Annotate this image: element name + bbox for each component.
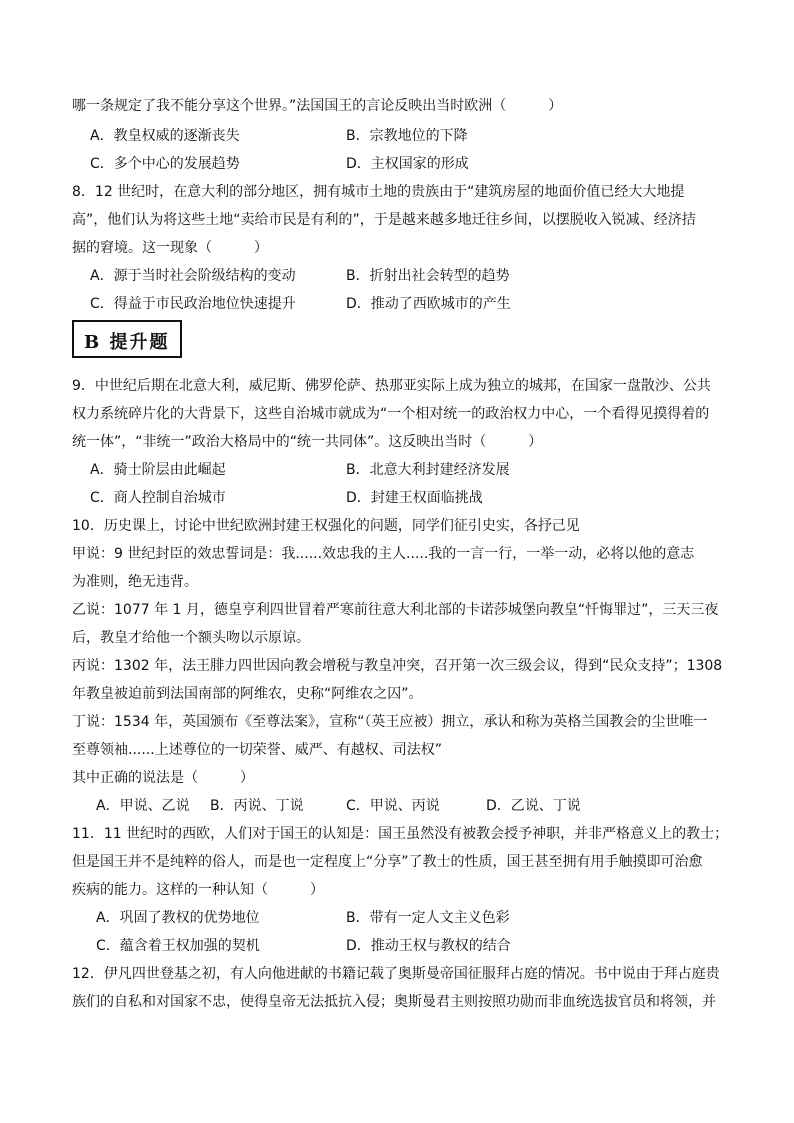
q10-option-a[interactable]: A．甲说、乙说 <box>96 798 190 814</box>
q9-stem-line1: 9．中世纪后期在北意大利，威尼斯、佛罗伦萨、热那亚实际上成为独立的城邦，在国家一盘散沙、公共 <box>72 378 711 394</box>
q10-ding-line2: 至尊领袖......上述尊位的一切荣誉、威严、有越权、司法权” <box>72 742 442 758</box>
q12-stem-line2: 族们的自私和对国家不忠，使得皇帝无法抵抗入侵；奥斯曼君主则按照功勋而非血统选拔官员和将领，并 <box>72 994 716 1010</box>
q7-option-d[interactable]: D．主权国家的形成 <box>346 156 469 172</box>
q10-bing-line1: 丙说：1302 年，法王腓力四世因向教会增税与教皇冲突，召开第一次三级会议，得到“民众支持”；1308 <box>72 658 723 674</box>
q10-yi-line2: 后，教皇才给他一个额头吻以示原谅。 <box>72 630 310 646</box>
q9-option-a[interactable]: A．骑士阶层由此崛起 <box>90 462 226 478</box>
q9-stem-line2: 权力系统碎片化的大背景下，这些自治城市就成为“一个相对统一的政治权力中心，一个看得见摸得着的 <box>72 406 710 422</box>
q8-option-c[interactable]: C．得益于市民政治地位快速提升 <box>90 296 296 312</box>
q9-option-c[interactable]: C．商人控制自治城市 <box>90 490 226 506</box>
q7-option-c[interactable]: C．多个中心的发展趋势 <box>90 156 240 172</box>
q8-stem-line2: 高”，他们认为将这些土地“卖给市民是有利的”，于是越来越多地迁往乡间，以摆脱收入锐减、经济拮 <box>72 212 696 228</box>
q10-jia-line1: 甲说：9 世纪封臣的效忠誓词是：我......效忠我的主人.....我的一言一行，一举一动，必将以他的意志 <box>72 546 695 562</box>
q11-option-d[interactable]: D．推动王权与教权的结合 <box>346 938 511 954</box>
q11-option-a[interactable]: A．巩固了教权的优势地位 <box>96 910 260 926</box>
q10-option-c[interactable]: C．甲说、丙说 <box>346 798 440 814</box>
q11-stem-line3: 疾病的能力。这样的一种认知（ ） <box>72 882 324 898</box>
q11-option-c[interactable]: C．蕴含着王权加强的契机 <box>96 938 260 954</box>
q9-option-b[interactable]: B．北意大利封建经济发展 <box>346 462 510 478</box>
q7-stem: 哪一条规定了我不能分享这个世界。”法国国王的言论反映出当时欧洲（ ） <box>72 98 563 114</box>
q11-option-b[interactable]: B．带有一定人文主义色彩 <box>346 910 510 926</box>
q10-yi-line1: 乙说：1077 年 1 月，德皇亨利四世冒着严寒前往意大利北部的卡诺莎城堡向教皇“忏悔罪过”，三天三夜 <box>72 602 719 618</box>
q10-ding-line1: 丁说：1534 年，英国颁布《至尊法案》，宣称“（英王应被）拥立，承认和称为英格兰国教会的尘世唯一 <box>72 714 708 730</box>
q10-option-b[interactable]: B．丙说、丁说 <box>210 798 304 814</box>
q8-option-d[interactable]: D．推动了西欧城市的产生 <box>346 296 511 312</box>
q8-option-a[interactable]: A．源于当时社会阶级结构的变动 <box>90 268 296 284</box>
section-b-label: B 提升题 <box>84 332 170 353</box>
q10-bing-line2: 年教皇被迫前到法国南部的阿维农，史称“阿维农之囚”。 <box>72 686 423 702</box>
q8-option-b[interactable]: B．折射出社会转型的趋势 <box>346 268 510 284</box>
q11-stem-line2: 但是国王并不是纯粹的俗人，而是也一定程度上“分享”了教士的性质，国王甚至拥有用手触摸即可治愈 <box>72 854 703 870</box>
q10-stem: 10．历史课上，讨论中世纪欧洲封建王权强化的问题，同学们征引史实，各抒己见 <box>72 518 580 534</box>
q10-jia-line2: 为准则，绝无违背。 <box>72 574 198 590</box>
q9-option-d[interactable]: D．封建王权面临挑战 <box>346 490 483 506</box>
q11-stem-line1: 11．11 世纪时的西欧，人们对于国王的认知是：国王虽然没有被教会授予神职，并非严格意义上的教士； <box>72 826 729 842</box>
q7-option-a[interactable]: A．教皇权威的逐渐丧失 <box>90 128 240 144</box>
section-b-header <box>72 320 182 358</box>
q10-ask: 其中正确的说法是（ ） <box>72 770 254 786</box>
q10-option-d[interactable]: D．乙说、丁说 <box>486 798 581 814</box>
q8-stem-line1: 8．12 世纪时，在意大利的部分地区，拥有城市土地的贵族由于“建筑房屋的地面价值已经大大地提 <box>72 184 685 200</box>
q9-stem-line3: 统一体”，“非统一”政治大格局中的“统一共同体”。这反映出当时（ ） <box>72 434 543 450</box>
q12-stem-line1: 12．伊凡四世登基之初，有人向他进献的书籍记载了奥斯曼帝国征服拜占庭的情况。书中说由于拜占庭贵 <box>72 966 720 982</box>
q7-option-b[interactable]: B．宗教地位的下降 <box>346 128 468 144</box>
q8-stem-line3: 据的窘境。这一现象（ ） <box>72 240 268 256</box>
